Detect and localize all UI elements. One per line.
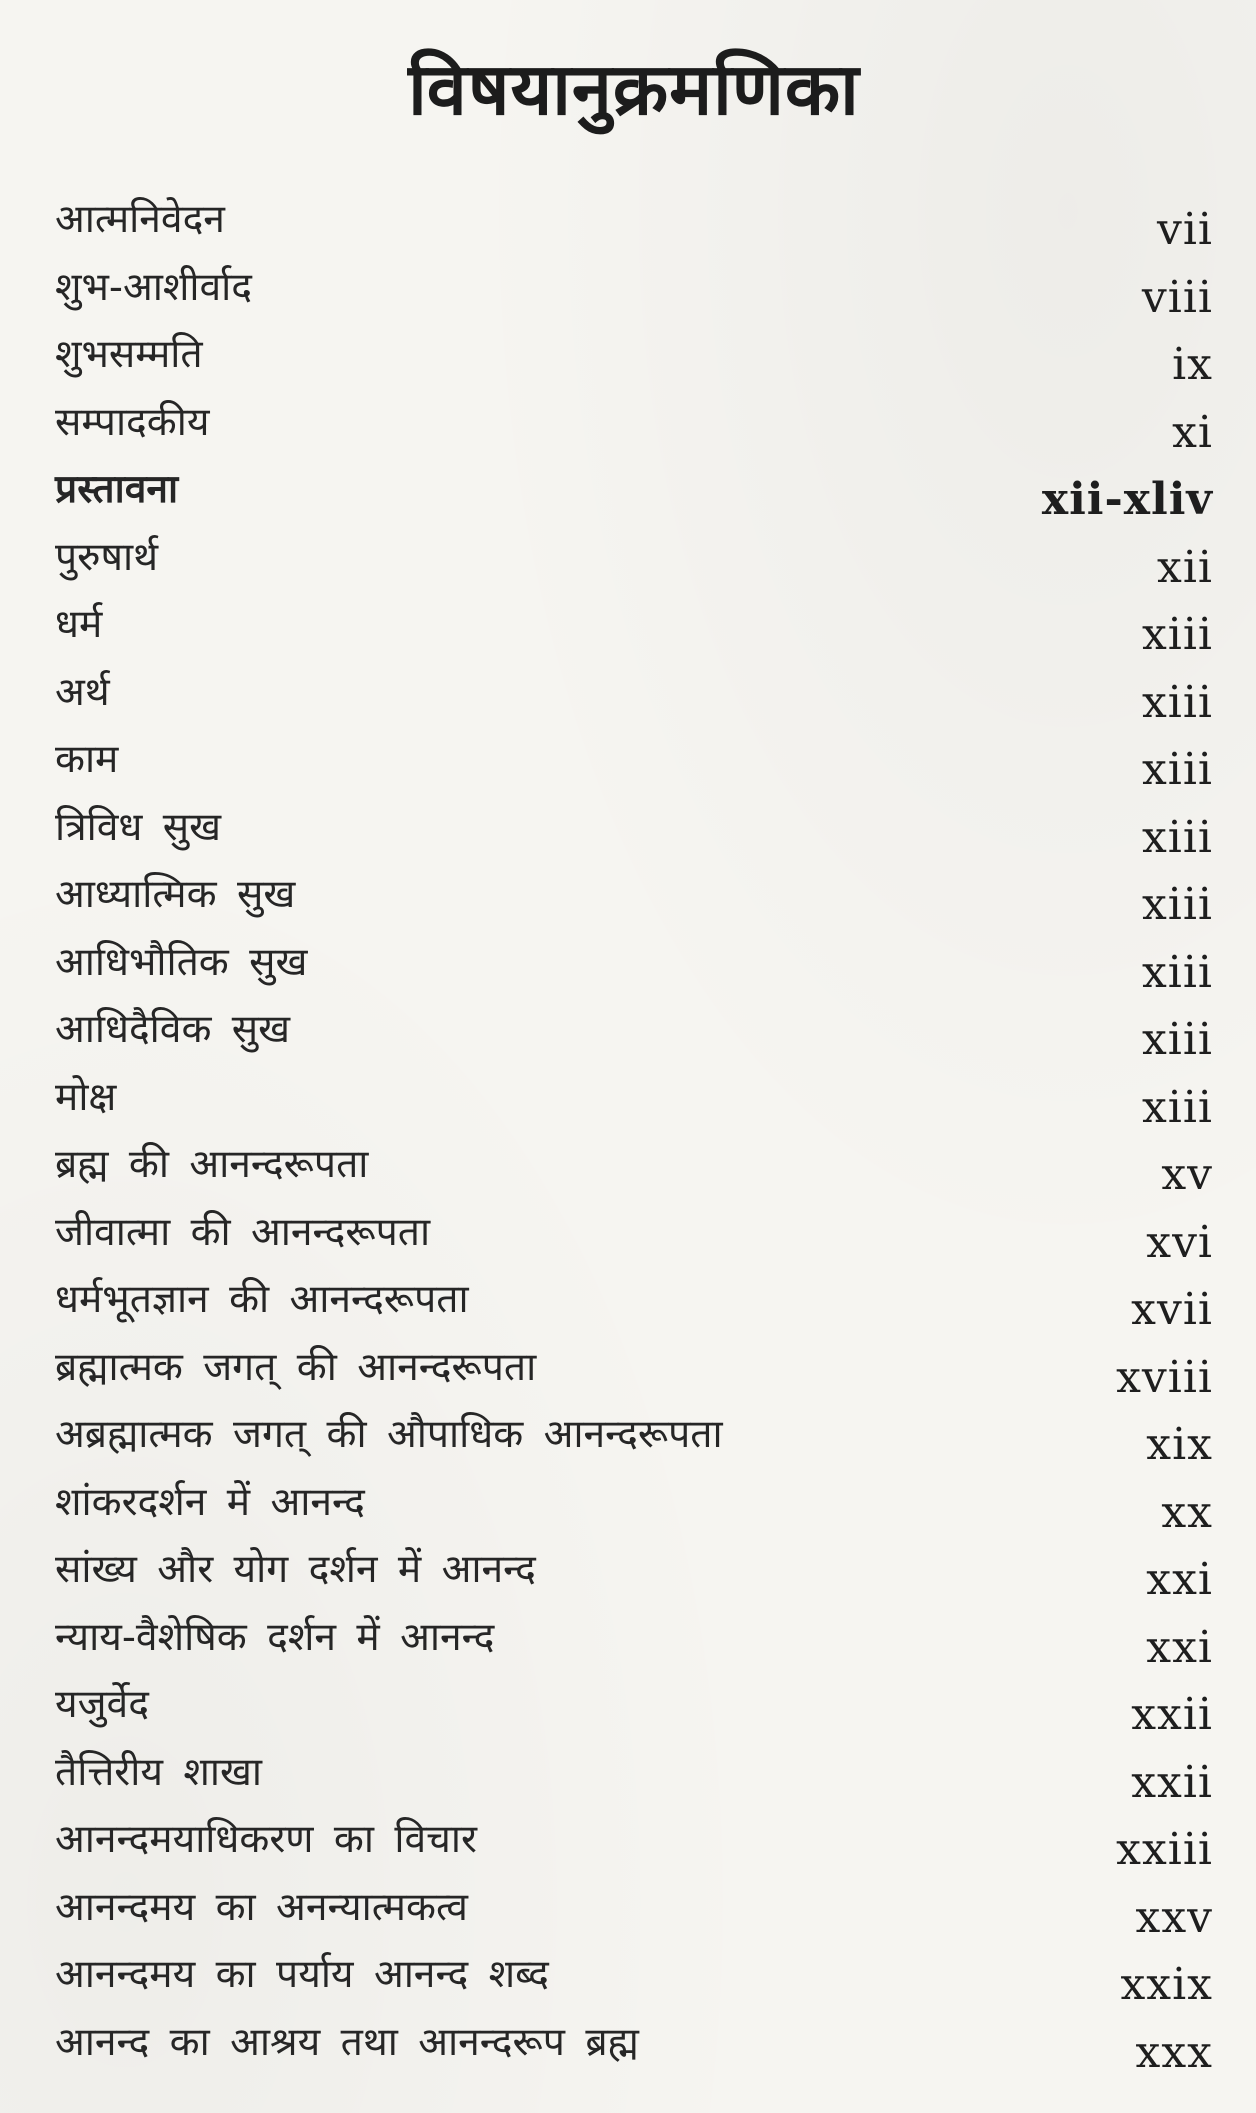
toc-entry-page-number: xii-xliv [1041,474,1213,526]
toc-entry-page-number: xiii [1141,1081,1213,1133]
toc-entry-label: धर्मभूतज्ञान की आनन्दरूपता [55,1277,469,1323]
toc-entry-page-number: xxiii [1116,1824,1213,1876]
toc-entry-label: आनन्दमय का पर्याय आनन्द शब्द [55,1952,549,1998]
toc-entry [55,597,1215,665]
toc-entry-label: तैत्तिरीय शाखा [55,1749,262,1795]
toc-entry-page-number: xiii [1141,811,1213,863]
toc-entry-page-number: vii [1156,204,1213,256]
toc-entry [55,530,1215,598]
toc-entry-label: आत्मनिवेदन [55,197,225,243]
toc-entry [55,1137,1215,1205]
toc-entry-page-number: xvi [1146,1216,1213,1268]
toc-entry-page-number: xx [1161,1486,1213,1538]
toc-entry-label: धर्म [55,602,103,648]
toc-entry-label: अर्थ [55,669,110,715]
toc-entry-label: शुभसम्मति [55,332,203,378]
toc-entry-label: आध्यात्मिक सुख [55,872,296,918]
toc-entry-page-number: xix [1146,1419,1213,1471]
toc-entry [55,462,1215,530]
toc-entry-label: पुरुषार्थ [55,534,159,580]
toc-entry [55,1880,1215,1948]
toc-entry-label: ब्रह्मात्मक जगत् की आनन्दरूपता [55,1344,537,1390]
toc-entry [55,395,1215,463]
toc-entry-label: शांकरदर्शन में आनन्द [55,1479,365,1525]
toc-entry-label: त्रिविध सुख [55,804,222,850]
toc-entry-label: यजुर्वेद [55,1682,149,1728]
toc-entry-page-number: xii [1157,541,1213,593]
toc-entry-page-number: xiii [1141,609,1213,661]
toc-entry [55,192,1215,260]
toc-entry-page-number: xxi [1146,1554,1213,1606]
toc-entry-label: काम [55,737,119,783]
toc-entry [55,1812,1215,1880]
toc-entry [55,1677,1215,1745]
toc-entry-page-number: xiii [1141,1014,1213,1066]
toc-entry-page-number: viii [1141,271,1213,323]
toc-entry [55,1407,1215,1475]
toc-entry-page-number: xiii [1141,946,1213,998]
toc-entry [55,935,1215,1003]
toc-entry-page-number: xv [1161,1149,1213,1201]
toc-entry [55,1745,1215,1813]
toc-entry-label: सम्पादकीय [55,399,210,445]
toc-entry [55,1610,1215,1678]
toc-entry-label: ब्रह्म की आनन्दरूपता [55,1142,369,1188]
toc-entry-page-number: xxii [1131,1689,1213,1741]
toc-entry [55,732,1215,800]
toc-entry-label: आधिभौतिक सुख [55,939,308,985]
toc-entry-label: आधिदैविक सुख [55,1007,291,1053]
toc-entry-page-number: xiii [1141,879,1213,931]
toc-entry-page-number: xiii [1141,676,1213,728]
toc-entry [55,2015,1215,2083]
toc-entry-page-number: xxx [1135,2026,1213,2078]
toc-entry-label: सांख्य और योग दर्शन में आनन्द [55,1547,536,1593]
toc-entry [55,1205,1215,1273]
toc-entry-page-number: xi [1172,406,1213,458]
toc-entry-label: मोक्ष [55,1074,117,1120]
toc-entry [55,1272,1215,1340]
toc-entry-page-number: xviii [1116,1351,1213,1403]
toc-entry [55,1340,1215,1408]
table-of-contents [55,192,1215,2082]
toc-entry [55,327,1215,395]
toc-entry-page-number: xxv [1135,1891,1213,1943]
toc-entry-label: आनन्दमय का अनन्यात्मकत्व [55,1884,468,1930]
toc-entry [55,867,1215,935]
toc-entry-page-number: xxix [1120,1959,1213,2011]
toc-entry [55,1475,1215,1543]
toc-entry [55,1002,1215,1070]
toc-entry [55,260,1215,328]
toc-entry [55,800,1215,868]
toc-entry-label: शुभ-आशीर्वाद [55,264,252,310]
toc-entry-page-number: xxi [1146,1621,1213,1673]
toc-entry-label: अब्रह्मात्मक जगत् की औपाधिक आनन्दरूपता [55,1412,723,1458]
toc-entry-label: जीवात्मा की आनन्दरूपता [55,1209,431,1255]
toc-entry-label: आनन्द का आश्रय तथा आनन्दरूप ब्रह्म [55,2019,639,2065]
toc-entry [55,665,1215,733]
toc-entry-page-number: xvii [1131,1284,1213,1336]
toc-entry-label: आनन्दमयाधिकरण का विचार [55,1817,477,1863]
toc-entry-page-number: ix [1172,339,1213,391]
toc-entry [55,1542,1215,1610]
toc-entry-label: न्याय-वैशेषिक दर्शन में आनन्द [55,1614,495,1660]
toc-entry [55,1947,1215,2015]
page-title: विषयानुक्रमणिका [408,47,860,131]
toc-entry-page-number: xiii [1141,744,1213,796]
toc-entry-label: प्रस्तावना [55,467,179,513]
toc-entry-page-number: xxii [1131,1756,1213,1808]
toc-entry [55,1070,1215,1138]
